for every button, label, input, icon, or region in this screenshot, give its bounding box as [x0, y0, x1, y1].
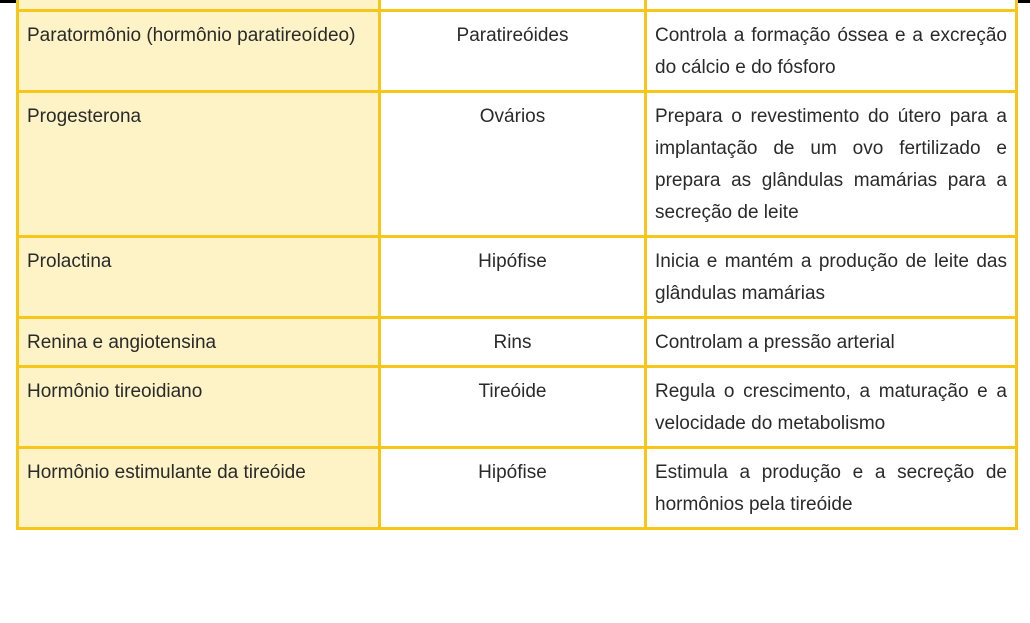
function-cell: Estimula a produção e a secreção de hormônios pela tireóide — [646, 448, 1017, 529]
function-cell: Regula o crescimento, a maturação e a velocidade do metabolismo — [646, 367, 1017, 448]
hormone-cell — [18, 0, 380, 11]
gland-cell: Paratireóides — [380, 11, 646, 92]
function-cell: Controla a formação óssea e a excreção do cálcio e do fósforo — [646, 11, 1017, 92]
gland-cell: Hipófise — [380, 448, 646, 529]
gland-cell: Ovários — [380, 92, 646, 237]
function-cell: Inicia e mantém a produção de leite das glândulas mamárias — [646, 237, 1017, 318]
hormone-cell: Progesterona — [18, 92, 380, 237]
gland-cell — [380, 0, 646, 11]
hormone-cell: Paratormônio (hormônio paratireoídeo) — [18, 11, 380, 92]
hormone-cell: Prolactina — [18, 237, 380, 318]
function-cell: Controlam a pressão arterial — [646, 318, 1017, 367]
table-row — [18, 367, 1017, 448]
hormone-cell: Hormônio tireoidiano — [18, 367, 380, 448]
table-row — [18, 11, 1017, 92]
hormone-table — [16, 0, 1018, 530]
gland-cell: Hipófise — [380, 237, 646, 318]
hormone-cell: Renina e angiotensina — [18, 318, 380, 367]
table-row — [18, 92, 1017, 237]
hormone-cell: Hormônio estimulante da tireóide — [18, 448, 380, 529]
function-cell: Prepara o revestimento do útero para a implantação de um ovo fertilizado e prepara as glândulas mamárias para a secreção de leite — [646, 92, 1017, 237]
table-row — [18, 318, 1017, 367]
gland-cell: Rins — [380, 318, 646, 367]
table-row — [18, 0, 1017, 11]
gland-cell: Tireóide — [380, 367, 646, 448]
table-row — [18, 448, 1017, 529]
table-row — [18, 237, 1017, 318]
function-cell — [646, 0, 1017, 11]
